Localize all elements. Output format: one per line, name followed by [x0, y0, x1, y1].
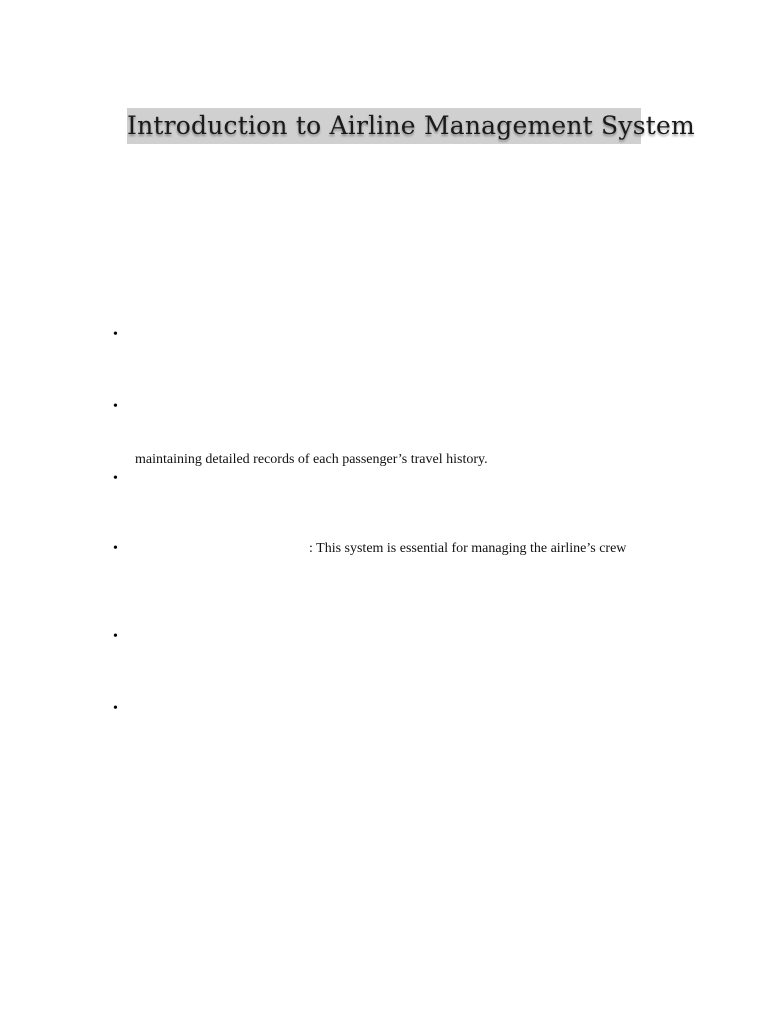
passenger-records-text: maintaining detailed records of each passenger’s travel history. — [135, 452, 488, 467]
bullet-1: • — [113, 327, 118, 342]
title-highlight — [127, 108, 695, 144]
bullet-3: • — [113, 471, 118, 486]
bullet-4: • — [113, 541, 118, 556]
bullet-6: • — [113, 701, 118, 716]
crew-system-text: : This system is essential for managing the airline’s crew — [309, 541, 627, 556]
bullet-2: • — [113, 399, 118, 414]
page-title: Introduction to Airline Management System — [127, 111, 695, 140]
bullet-5: • — [113, 629, 118, 644]
